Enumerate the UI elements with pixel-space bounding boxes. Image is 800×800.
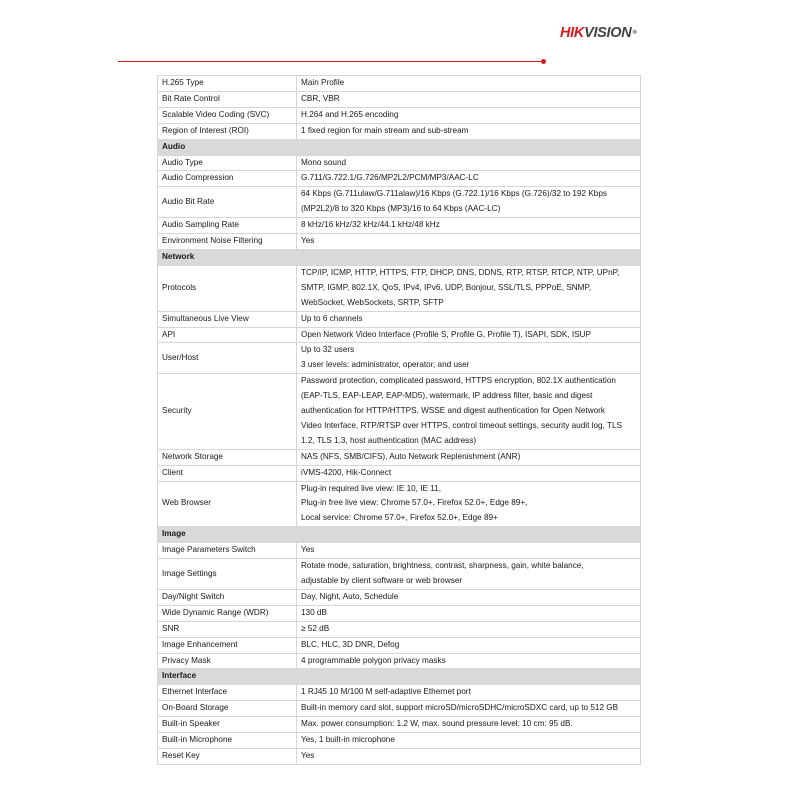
spec-row [158,621,641,637]
spec-label: Protocols [158,265,297,311]
section-header-row [158,139,641,155]
spec-value [297,374,641,450]
spec-row [158,449,641,465]
spec-value-line: 4 programmable polygon privacy masks [301,655,446,665]
spec-value-line: Plug-in free live view: Chrome 57.0+, Firefox 52.0+, Edge 89+, [301,498,528,508]
spec-value [297,187,641,218]
spec-row [158,265,641,311]
spec-value-line: ≥ 52 dB [301,623,330,633]
spec-value-line: Password protection, complicated password, HTTPS encryption, 802.1X authentication [301,376,616,386]
spec-label: Day/Night Switch [158,589,297,605]
spec-value [297,559,641,590]
spec-label: H.265 Type [158,76,297,92]
spec-row [158,311,641,327]
spec-value [297,91,641,107]
spec-label: Image Enhancement [158,637,297,653]
spec-row [158,91,641,107]
spec-value-line: G.711/G.722.1/G.726/MP2L2/PCM/MP3/AAC-LC [301,173,479,183]
section-header-row [158,527,641,543]
spec-label: Client [158,465,297,481]
spec-value-line: Yes [301,750,315,760]
spec-value [297,701,641,717]
spec-label: Audio Bit Rate [158,187,297,218]
spec-value [297,637,641,653]
spec-value-line: Yes [301,236,315,246]
spec-row [158,234,641,250]
spec-value [297,107,641,123]
spec-row [158,701,641,717]
section-header-row [158,669,641,685]
spec-value [297,343,641,374]
spec-label: Simultaneous Live View [158,311,297,327]
spec-value-line: 1.2, TLS 1.3, host authentication (MAC address) [301,435,477,445]
spec-value-line: Day, Night, Auto, Schedule [301,591,399,601]
spec-value [297,685,641,701]
spec-row [158,748,641,764]
spec-value [297,589,641,605]
spec-value-line: Plug-in required live view: IE 10, IE 11, [301,483,442,493]
spec-value [297,123,641,139]
spec-value [297,234,641,250]
spec-row [158,76,641,92]
spec-value-line: Rotate mode, saturation, brightness, contrast, sharpness, gain, white balance, [301,561,584,571]
spec-row [158,327,641,343]
spec-row [158,653,641,669]
section-header-row [158,249,641,265]
spec-label: Network Storage [158,449,297,465]
spec-value [297,621,641,637]
spec-value [297,327,641,343]
spec-label: Scalable Video Coding (SVC) [158,107,297,123]
spec-value-line: 3 user levels: administrator, operator, and user [301,360,470,370]
logo-part1: HIK [560,25,585,41]
spec-row [158,155,641,171]
spec-value [297,76,641,92]
spec-value-line: SMTP, IGMP, 802.1X, QoS, IPv4, IPv6, UDP, Bonjour, SSL/TLS, PPPoE, SNMP, [301,282,592,292]
spec-label: Security [158,374,297,450]
spec-row [158,171,641,187]
spec-value [297,449,641,465]
spec-label: Wide Dynamic Range (WDR) [158,605,297,621]
spec-value [297,733,641,749]
spec-value-line: WebSocket, WebSockets, SRTP, SFTP [301,297,444,307]
spec-value [297,605,641,621]
spec-value [297,653,641,669]
spec-value-line: 130 dB [301,607,327,617]
spec-value-line: BLC, HLC, 3D DNR, Defog [301,639,400,649]
spec-value-line: H.264 and H.265 encoding [301,109,399,119]
spec-value-line: 1 RJ45 10 M/100 M self-adaptive Ethernet port [301,687,471,697]
spec-label: Reset Key [158,748,297,764]
spec-value [297,311,641,327]
spec-label: Image Settings [158,559,297,590]
spec-value-line: authentication for HTTP/HTTPS, WSSE and digest authentication for Open Network [301,406,605,416]
spec-value [297,465,641,481]
spec-label: API [158,327,297,343]
logo-registered-mark: ® [632,30,637,36]
section-title: Interface [158,669,641,685]
spec-value-line: Local service: Chrome 57.0+, Firefox 52.0+, Edge 89+ [301,513,498,523]
spec-label: Audio Compression [158,171,297,187]
spec-row [158,107,641,123]
spec-value-line: adjustable by client software or web browser [301,576,463,585]
spec-table-body [158,76,641,765]
spec-label: SNR [158,621,297,637]
spec-value [297,748,641,764]
section-title: Network [158,249,641,265]
spec-label: Built-in Speaker [158,717,297,733]
spec-value-line: 8 kHz/16 kHz/32 kHz/44.1 kHz/48 kHz [301,220,440,230]
spec-row [158,733,641,749]
spec-value-line: 1 fixed region for main stream and sub-stream [301,125,469,135]
spec-value-line: Open Network Video Interface (Profile S, Profile G, Profile T), ISAPI, SDK, ISUP [301,329,592,339]
spec-value [297,717,641,733]
section-title: Image [158,527,641,543]
spec-value-line: Yes, 1 built-in microphone [301,735,395,745]
spec-value-line: Up to 6 channels [301,313,363,323]
spec-value-line: CBR, VBR [301,93,340,103]
spec-table [157,75,641,765]
spec-row [158,465,641,481]
spec-row [158,559,641,590]
header-divider-dot [541,59,546,64]
spec-row [158,123,641,139]
spec-row [158,187,641,218]
spec-value [297,171,641,187]
spec-label: On-Board Storage [158,701,297,717]
spec-value-line: (MP2L2)/8 to 320 Kbps (MP3)/16 to 64 Kbps (AAC-LC) [301,204,501,214]
spec-value [297,218,641,234]
spec-label: Web Browser [158,481,297,527]
spec-label: Audio Type [158,155,297,171]
section-title: Audio [158,139,641,155]
spec-label: Bit Rate Control [158,91,297,107]
spec-label: Ethernet Interface [158,685,297,701]
spec-value-line: Mono sound [301,157,347,167]
spec-value [297,155,641,171]
spec-value-line: Built-in memory card slot, support microSD/microSDHC/microSDXC card, up to 512 GB [301,703,619,713]
spec-value-line: Max. power consumption: 1.2 W, max. sound pressure level: 10 cm: 95 dB. [301,719,573,729]
spec-row [158,481,641,527]
spec-value-line: NAS (NFS, SMB/CIFS), Auto Network Replenishment (ANR) [301,451,521,461]
spec-value-line: TCP/IP, ICMP, HTTP, HTTPS, FTP, DHCP, DNS, DDNS, RTP, RTSP, RTCP, NTP, UPnP, [301,267,620,277]
spec-value [297,265,641,311]
spec-row [158,605,641,621]
spec-label: Environment Noise Filtering [158,234,297,250]
spec-value-line: iVMS-4200, Hik-Connect [301,467,392,477]
spec-value [297,481,641,527]
spec-label: Privacy Mask [158,653,297,669]
spec-row [158,343,641,374]
spec-row [158,374,641,450]
header-divider-line [118,61,541,62]
spec-label: Region of Interest (ROI) [158,123,297,139]
spec-row [158,218,641,234]
spec-value-line: Video Interface, RTP/RTSP over HTTPS, control timeout settings, security audit log, TLS [301,420,622,430]
spec-value-line: 64 Kbps (G.711ulaw/G.711alaw)/16 Kbps (G.722.1)/16 Kbps (G.726)/32 to 192 Kbps [301,189,607,199]
spec-row [158,637,641,653]
spec-value [297,543,641,559]
spec-label: User/Host [158,343,297,374]
spec-label: Built-in Microphone [158,733,297,749]
spec-row [158,685,641,701]
spec-row [158,543,641,559]
spec-row [158,589,641,605]
spec-value-line: Main Profile [301,78,345,87]
spec-value-line: Up to 32 users [301,345,355,355]
logo-part2: VISION [584,25,632,41]
spec-label: Image Parameters Switch [158,543,297,559]
spec-label: Audio Sampling Rate [158,218,297,234]
spec-value-line: (EAP-TLS, EAP-LEAP, EAP-MD5), watermark, IP address filter, basic and digest [301,391,593,401]
hikvision-logo [560,24,660,42]
spec-row [158,717,641,733]
spec-value-line: Yes [301,545,315,555]
